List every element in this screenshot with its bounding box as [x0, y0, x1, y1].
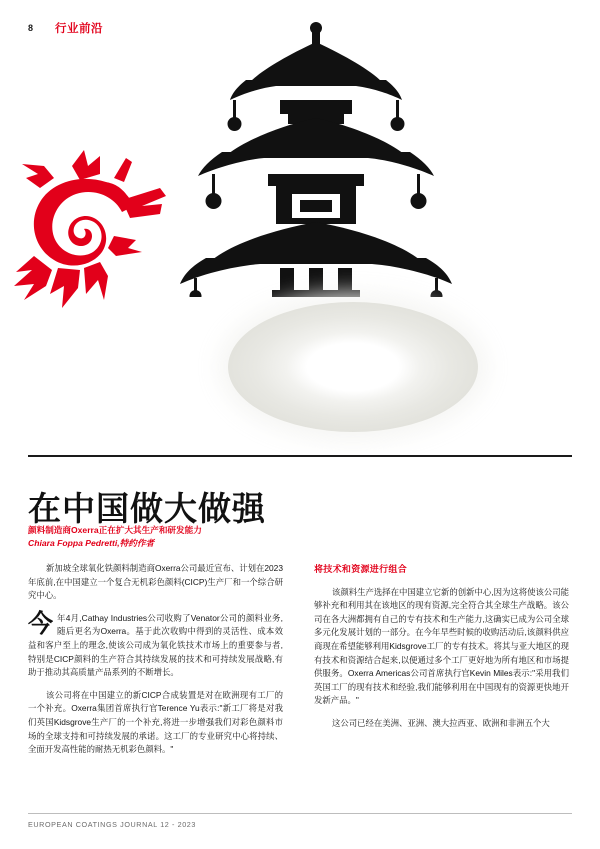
standfirst-text: 颜料制造商Oxerra正在扩大其生产和研发能力	[28, 525, 202, 535]
drop-cap: 今	[28, 609, 54, 638]
paragraph-text: 该公司将在中国建立的新CICP合成装置是对在欧洲现有工厂的一个补充。Oxerra集团首席执行官Terence Yu表示:"新工厂将是对我们英国Kidsgrove生产厂的一个补充,将进一步增强我们对彩色颜料市场的全球支持和可持续发展的承诺。这工厂的专业研究中心将持续、全面开发高性能的耐热无机彩色颜料。"	[28, 689, 283, 755]
standfirst	[28, 524, 328, 550]
page-title: 在中国做大做强	[28, 490, 266, 528]
paragraph-text: 年4月,Cathay Industries公司收购了Venator公司的颜料业务,随后更名为Oxerra。基于此次收购中得到的灵活性、成本效益和客户至上的理念,使该公司成为氧化铁技术市场上的重要参与者,特别是CICP颜料的生产符合其持续发展的技术和可持续发展战略,有助于推动其高质量产品系列的不断增长。	[28, 612, 283, 678]
bottom-divider	[28, 813, 572, 814]
byline: Chiara Foppa Pedretti,特约作者	[28, 537, 155, 548]
hero-illustration	[0, 14, 600, 454]
section-label: 行业前沿	[55, 23, 104, 35]
body-column-left	[28, 562, 283, 766]
top-divider	[28, 455, 572, 457]
body-column-right	[314, 562, 569, 740]
dragon-icon	[10, 144, 190, 319]
paragraph-with-dropcap	[28, 609, 283, 680]
paragraph-text: 该颜料生产选择在中国建立它新的创新中心,因为这将使该公司能够补充和利用其在该地区的现有资源,完全符合其全球生产战略。该公司在各大洲都拥有自己的专有技术和生产能力,这确实已成为公司全球多元化发展计划的一部分。在今年早些时候的收购活动后,该颜料供应商现在希望能够利用Kidsgrove工厂的专有技术。将其与亚大地区的现有技术和资源结合起来,以便通过多个工厂更好地为所有地区和市场提供服务。Oxerra Americas公司首席执行官Kevin Miles表示:"采用我们英国工厂的现有技术和经验,我们能够利用在中国现有的资源更快地开发新产品。"	[314, 586, 569, 706]
pigment-ring-icon	[228, 302, 478, 432]
page-number: 8	[28, 23, 34, 33]
pagoda-icon	[176, 22, 456, 297]
subheading: 将技术和资源进行组合	[314, 564, 408, 574]
paragraph-text: 这公司已经在美洲、亚洲、澳大拉西亚、欧洲和非洲五个大	[332, 718, 550, 729]
lead-paragraph: 新加坡全球氧化铁颜料制造商Oxerra公司最近宣布、计划在2023年底前,在中国建立一个复合无机彩色颜料(CICP)生产厂和一个综合研究中心。	[28, 563, 283, 601]
footer-publication: EUROPEAN COATINGS JOURNAL 12 - 2023	[28, 820, 196, 829]
